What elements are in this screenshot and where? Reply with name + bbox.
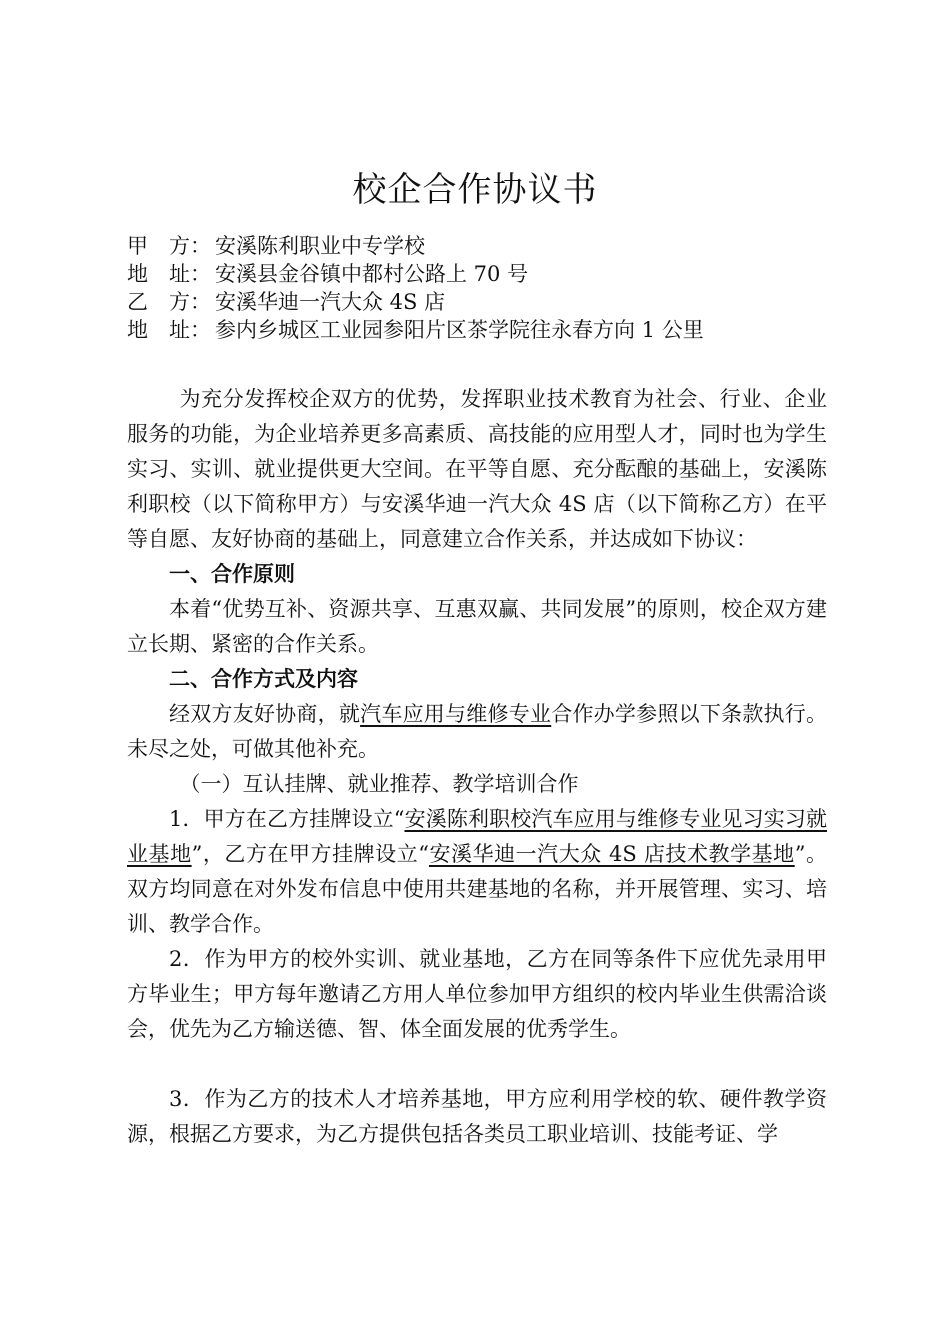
party-b-row (127, 288, 704, 316)
section2-heading: 二、合作方式及内容 (169, 667, 358, 691)
party-b-label: 乙 方： (127, 290, 211, 314)
party-a-row (127, 232, 704, 260)
party-b-address-row (127, 316, 704, 344)
document-title: 校企合作协议书 (352, 170, 598, 210)
party-b-address-label: 地 址： (127, 318, 211, 342)
paragraph-gap (127, 1047, 827, 1082)
party-b-address-value: 参内乡城区工业园参阳片区茶学院往永春方向 1 公里 (215, 318, 704, 342)
item2-paragraph: 2．作为甲方的校外实训、就业基地，乙方在同等条件下应优先录用甲方毕业生；甲方每年邀请乙方用人单位参加甲方组织的校内毕业生供需洽谈会，优先为乙方输送德、智、体全面发展的优秀学生。 (127, 947, 827, 1041)
party-b-value: 安溪华迪一汽大众 4S 店 (215, 290, 446, 314)
party-info (127, 232, 704, 344)
party-a-address-label: 地 址： (127, 262, 211, 286)
item1-base-name-1: 安溪陈利职校汽车应用与维修专业见习实习就业基地 (127, 807, 827, 866)
item1-text-c: ”。双方均同意在对外发布信息中使用共建基地的名称，并开展管理、实习、培训、教学合作。 (127, 842, 827, 936)
item1-text-b: ”，乙方在甲方挂牌设立“ (191, 842, 429, 866)
item1-text-a: 1．甲方在乙方挂牌设立“ (169, 807, 405, 831)
major-name-underlined: 汽车应用与维修专业 (360, 702, 552, 726)
party-a-address-row (127, 260, 704, 288)
document-body (127, 382, 827, 1152)
intro-paragraph: 为充分发挥校企双方的优势，发挥职业技术教育为社会、行业、企业服务的功能，为企业培养更多高素质、高技能的应用型人才，同时也为学生实习、实训、就业提供更大空间。在平等自愿、充分酝酿的基础上，安溪陈利职校（以下简称甲方）与安溪华迪一汽大众 4S 店（以下简称乙方）在平等自愿、友好协商的基础上，同意建立合作关系，并达成如下协议： (127, 387, 827, 551)
party-a-label: 甲 方： (127, 234, 211, 258)
section1-heading: 一、合作原则 (169, 562, 295, 586)
section2-paragraph (127, 697, 827, 767)
item1-base-name-2: 安溪华迪一汽大众 4S 店技术教学基地 (428, 842, 795, 866)
party-a-value: 安溪陈利职业中专学校 (215, 234, 425, 258)
section2-text-b: 合作办学参照以下条款执行。未尽之处，可做其他补充。 (127, 702, 828, 761)
item1-paragraph (127, 802, 827, 942)
subsection1-heading: （一）互认挂牌、就业推荐、教学培训合作 (179, 772, 579, 796)
item3-paragraph: 3．作为乙方的技术人才培养基地，甲方应利用学校的软、硬件教学资源，根据乙方要求，为乙方提供包括各类员工职业培训、技能考证、学 (127, 1087, 827, 1146)
section2-text-a: 经双方友好协商，就 (169, 702, 361, 726)
party-a-address-value: 安溪县金谷镇中都村公路上 70 号 (215, 262, 529, 286)
section1-paragraph: 本着“优势互补、资源共享、互惠双赢、共同发展”的原则，校企双方建立长期、紧密的合作关系。 (127, 597, 827, 656)
